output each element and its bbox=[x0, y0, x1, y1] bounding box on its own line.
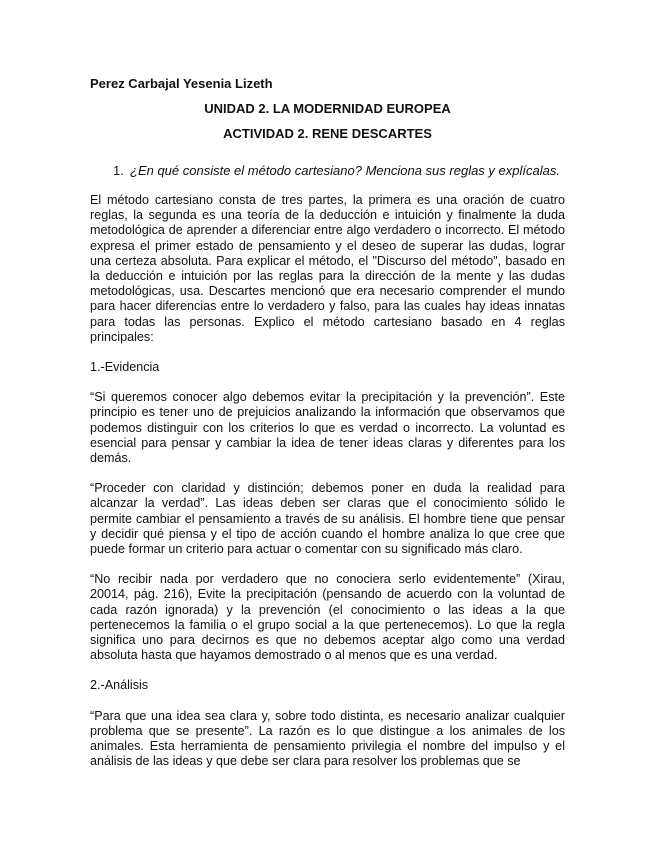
question-number: 1. bbox=[113, 163, 124, 178]
activity-title: ACTIVIDAD 2. RENE DESCARTES bbox=[223, 126, 432, 141]
body-text bbox=[90, 193, 565, 785]
paragraph-evidencia-3: “No recibir nada por verdadero que no conociera serlo evidentemente” (Xirau, 20014, pág. 216), Evite la precipitación (pensando de acuerdo con la voluntad de cada razón ignorada) y la prevención (el conocimiento o las ideas a la que pertenecemos la familia o el grupo social a la que pertenecemos). Lo que la regla significa uno para decirnos es que no debemos aceptar algo como una verdad absoluta hasta que hayamos demostrado o al menos que es una verdad. bbox=[90, 572, 565, 663]
author-name: Perez Carbajal Yesenia Lizeth bbox=[90, 76, 273, 91]
paragraph-evidencia-2: “Proceder con claridad y distinción; debemos poner en duda la realidad para alcanzar la verdad”. Las ideas deben ser claras que el conocimiento sólido le permite cambiar el pensamiento a través de su análisis. El hombre tiene que pensar y decidir qué piensa y el tipo de acción cuando el hombre analiza lo que cree que puede formar un criterio para actuar o comentar con su significado más claro. bbox=[90, 481, 565, 557]
unit-title: UNIDAD 2. LA MODERNIDAD EUROPEA bbox=[204, 101, 451, 116]
paragraph-evidencia-1: “Si queremos conocer algo debemos evitar la precipitación y la prevención”. Este principio es tener uno de prejuicios analizando la información que observamos que podemos distinguir con los criterios lo que es verdad o incorrecto. La voluntad es esencial para pensar y cambiar la idea de tener ideas claras y diferentes para los demás. bbox=[90, 390, 565, 466]
question-text: ¿En qué consiste el método cartesiano? Menciona sus reglas y explícalas. bbox=[130, 163, 560, 178]
paragraph-analisis-1: “Para que una idea sea clara y, sobre todo distinta, es necesario analizar cualquier problema que se presente”. La razón es lo que distingue a los animales de los animales. Esta herramienta de pensamiento privilegia el nombre del impulso y el análisis de las ideas y que debe ser clara para resolver los problemas que se bbox=[90, 708, 565, 769]
question-item bbox=[113, 163, 560, 179]
section-heading-evidencia: 1.-Evidencia bbox=[90, 360, 160, 375]
section-heading-analisis: 2.-Análisis bbox=[90, 678, 149, 693]
intro-paragraph: El método cartesiano consta de tres partes, la primera es una oración de cuatro reglas, la segunda es una teoría de la deducción e intuición y finalmente la duda metodológica de aprender a diferenciar entre algo verdadero o incorrecto. El método expresa el primer estado de pensamiento y el deseo de superar las dudas, lograr una certeza absoluta. Para explicar el método, el "Discurso del método", basado en la deducción e intuición por las reglas para la dirección de la mente y las dudas metodológicas, usa. Descartes mencionó que era necesario comprender el mundo para hacer diferencias entre lo verdadero y falso, para las cuales hay ideas innatas para todas las personas. Explico el método cartesiano basado en 4 reglas principales: bbox=[90, 193, 565, 344]
